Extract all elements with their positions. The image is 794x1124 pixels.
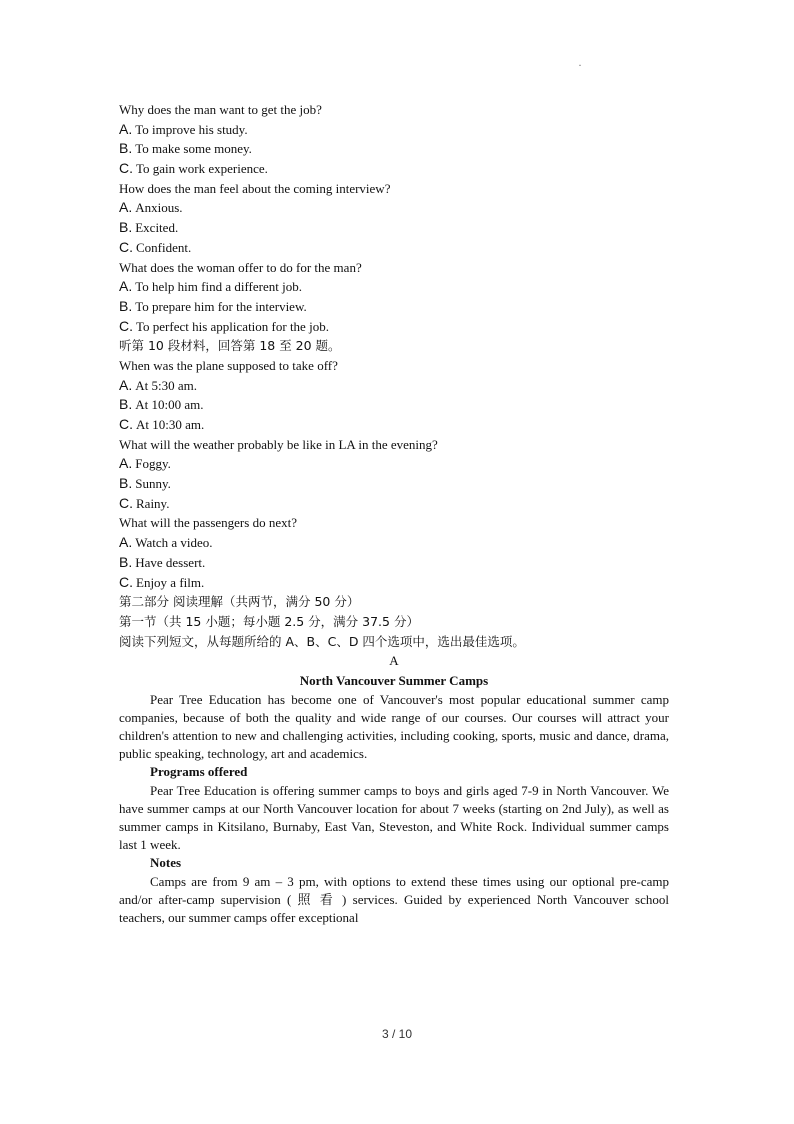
reading-instruction: 阅读下列短文，从每题所给的 A、B、C、D 四个选项中，选出最佳选项。 [119, 633, 525, 649]
answer-option [119, 159, 669, 179]
page-content [119, 100, 669, 927]
listening-instruction: 听第 10 段材料，回答第 18 至 20 题。 [119, 338, 341, 354]
option-letter: C. [119, 494, 133, 511]
answer-option [119, 494, 669, 514]
option-text: At 10:30 am. [136, 417, 205, 432]
programs-text: Pear Tree Education is offering summer camps to boys and girls aged 7-9 in North Vancouver. We have summer camps at our North Vancouver location for about 7 weeks (starting on 2nd July), as well as summer camps in Kitsilano, Burnaby, East Van, Steveston, and White Rock. Individual summer camps last 1 week. [119, 782, 669, 853]
answer-option [119, 533, 669, 553]
question-stem: What will the passengers do next? [119, 515, 297, 531]
question-stem: Why does the man want to get the job? [119, 102, 322, 117]
answer-option [119, 238, 669, 258]
option-letter: A. [119, 534, 133, 551]
option-letter: B. [119, 297, 133, 314]
option-letter: C. [119, 238, 133, 255]
answer-option [119, 297, 669, 317]
part-title: 第二部分 阅读理解（共两节，满分 50 分） [119, 594, 360, 610]
answer-option [119, 218, 669, 238]
option-letter: B. [119, 140, 133, 157]
option-text: Have dessert. [135, 554, 206, 570]
page-number: 3 / 10 [381, 1027, 413, 1041]
option-letter: C. [119, 416, 133, 432]
option-text: At 5:30 am. [135, 377, 197, 393]
option-letter: C. [119, 317, 133, 334]
option-text: Watch a video. [135, 535, 213, 551]
option-text: To prepare him for the interview. [135, 298, 307, 314]
option-text: Foggy. [135, 456, 171, 472]
option-text: Anxious. [135, 200, 183, 216]
option-text: To help him find a different job. [135, 279, 302, 295]
passage-title: North Vancouver Summer Camps [299, 672, 489, 688]
answer-option [119, 573, 669, 593]
header-mark: · [578, 58, 582, 72]
option-letter: B. [119, 219, 133, 236]
option-letter: A. [119, 376, 133, 393]
answer-option [119, 139, 669, 159]
option-letter: A. [119, 278, 133, 295]
answer-option [119, 277, 669, 297]
answer-option [119, 120, 669, 140]
notes-heading: Notes [150, 855, 182, 871]
answer-option [119, 454, 669, 474]
option-letter: A. [119, 120, 133, 137]
programs-heading: Programs offered [150, 764, 248, 780]
option-text: To gain work experience. [136, 161, 268, 177]
option-text: Rainy. [136, 495, 170, 511]
option-text: Excited. [135, 220, 179, 236]
answer-option [119, 415, 669, 435]
notes-text: Camps are from 9 am – 3 pm, with options to extend these times using our optional pre-camp and/or after-camp supervision ( 照 看 ) services. Guided by experienced North Vancouver school teachers, our summer camps offer exceptional [119, 873, 669, 926]
section-subtitle: 第一节（共 15 小题；每小题 2.5 分，满分 37.5 分） [119, 613, 419, 629]
option-letter: B. [119, 553, 133, 570]
option-letter: B. [119, 475, 133, 492]
option-letter: C. [119, 573, 133, 590]
option-text: Enjoy a film. [136, 574, 205, 590]
answer-option [119, 376, 669, 396]
question-stem: What does the woman offer to do for the man? [119, 259, 362, 275]
answer-option [119, 474, 669, 494]
passage-letter: A [389, 653, 399, 669]
passage-intro: Pear Tree Education has become one of Vancouver's most popular educational summer camp companies, because of both the quality and wide range of our courses. Our courses will attract your children's attention to new and challenging activities, including cooking, sports, music and dance, drama, public speaking, technology, art and academics. [119, 691, 669, 762]
question-stem: How does the man feel about the coming interview? [119, 180, 391, 196]
answer-option [119, 395, 669, 415]
option-text: To improve his study. [135, 121, 248, 137]
option-text: To perfect his application for the job. [136, 318, 329, 334]
option-letter: A. [119, 455, 133, 472]
option-text: Confident. [136, 239, 192, 255]
option-letter: B. [119, 396, 133, 413]
question-stem: What will the weather probably be like in LA in the evening? [119, 436, 438, 452]
answer-option [119, 553, 669, 573]
option-text: Sunny. [135, 476, 171, 492]
question-stem: When was the plane supposed to take off? [119, 357, 338, 373]
option-text: To make some money. [135, 141, 252, 157]
option-text: At 10:00 am. [135, 397, 204, 413]
option-letter: C. [119, 160, 133, 177]
answer-option [119, 317, 669, 337]
answer-option [119, 198, 669, 218]
option-letter: A. [119, 199, 133, 216]
